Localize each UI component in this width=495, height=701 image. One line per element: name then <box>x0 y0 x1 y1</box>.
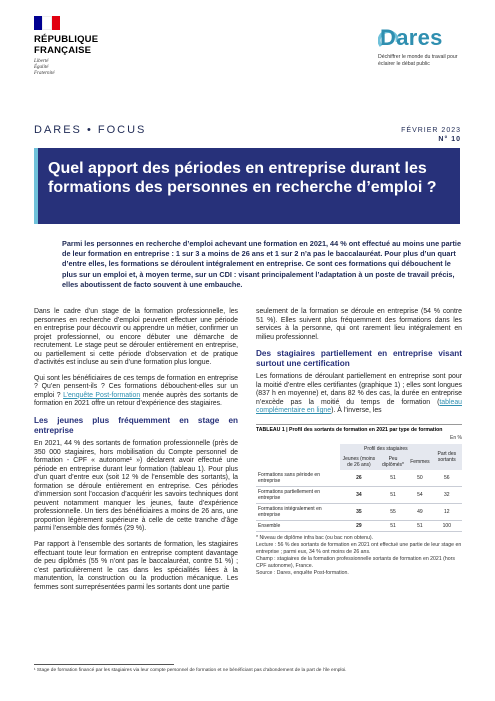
table-row: Formations intégralement en entreprise 35 55 49 12 <box>256 504 462 521</box>
dares-tagline: Déchiffrer le monde du travail pour éclairer le débat public <box>378 54 458 67</box>
table-row: Formations sans période en entreprise 26 51 50 56 <box>256 470 462 487</box>
continuation-paragraph: seulement de la formation se déroule en entreprise (54 % contre 51 %). Elles suivent plus fréquemment des formations dans les services à la personne, qui ont rarement lieu intégralement en milieu professionnel. <box>256 308 462 341</box>
issue-number: N° 10 <box>438 136 461 143</box>
col-header-jeunes: Jeunes (moins de 26 ans) <box>340 454 378 470</box>
footnote-divider <box>34 664 174 665</box>
table-caption: TABLEAU 1 | Profil des sortants de formation en 2021 par type de formation <box>256 424 462 434</box>
col-header-diplomes: Peu diplômés* <box>378 454 408 470</box>
publication-date: FÉVRIER 2023 <box>401 127 461 134</box>
stats-paragraph: En 2021, 44 % des sortants de formation professionnelle (près de 350 000 stagiaires, hors mobilisation du Compte personnel de formation - CPF « autonome¹ ») déclarent avoir effectué une période en entreprise durant leur formation (tableau 1). Pour plus d’un quart d’entre eux (soit 12 % de l’ensemble des sortants), la formation se déroule entièrement en entreprise. Ces périodes d’immersion sont l’occasion d’acquérir les savoirs techniques dont peuvent notamment manquer les jeunes, faute d’expérience professionnelle. Un tiers des bénéficiaires a moins de 26 ans, une proportion légèrement supérieure à celle de cette tranche d’âge parmi l’ensemble des formés (29 %). <box>34 440 238 533</box>
page-title: Quel apport des périodes en entreprise durant les formations des personnes en recherche d’emploi ? <box>48 160 437 196</box>
enquete-link[interactable]: L’enquête Post-formation <box>63 391 141 399</box>
table-row-total: Ensemble 29 51 51 100 <box>256 521 462 532</box>
lead-paragraph: Parmi les personnes en recherche d’emploi achevant une formation en 2021, 44 % ont effectué au moins une partie de leur formation en entreprise : 1 sur 3 a moins de 26 ans et 1 sur 2 n’a pas le baccalauréat. Pour plus d’un quart d’entre elles, les formations se déroulent intégralement en entreprise. Ce sont ces formations qui débouchent le plus sur un emploi et, à moyen terme, sur un CDI : visant principalement l’adaptation à un poste de travail précis, elles aboutissent de facto souvent à une embauche. <box>62 239 462 289</box>
republique-francaise-logo <box>34 16 114 77</box>
rf-motto: Liberté Égalité Fraternité <box>34 59 55 76</box>
section-heading-certification: Des stagiaires partiellement en entreprise visant surtout une certification <box>256 349 462 368</box>
issue-date <box>401 126 461 144</box>
table-1 <box>256 424 462 578</box>
banner-accent <box>34 148 38 224</box>
comparison-paragraph: Par rapport à l’ensemble des sortants de formation, les stagiaires effectuant toute leur formation en entreprise comptent davantage de peu diplômés (55 % n’ont pas le baccalauréat, contre 51 %) ; c’est particulièrement le cas dans les spécialités liées à la manutention, la construction ou la production mécanique. Les femmes sont surreprésentées parmi les sortants dont une partie <box>34 541 238 591</box>
table-row: Formations partiellement en entreprise 34 51 54 32 <box>256 487 462 504</box>
left-column <box>34 308 238 599</box>
certification-paragraph: Les formations de déroulant partiellement en entreprise sont pour la moitié d’entre elles certifiantes (graphique 1) ; elles sont longues (837 h en moyenne) et, dans 82 % des cas, la durée en entreprise n’excède pas la moitié du temps de formation (tableau complémentaire en ligne). À l’inverse, les <box>256 373 462 415</box>
table-unit: En % <box>450 434 462 441</box>
col-header-part: Part des sortants <box>432 444 462 470</box>
col-header-femmes: Femmes <box>408 454 431 470</box>
marianne-flag-icon <box>34 16 60 30</box>
profile-table <box>256 444 462 532</box>
section-heading-jeunes: Les jeunes plus fréquemment en stage en entreprise <box>34 416 238 435</box>
group-header: Profil des stagiaires <box>340 444 432 454</box>
title-banner <box>34 148 460 224</box>
right-column <box>256 308 462 577</box>
table-notes: * Niveau de diplôme infra bac (ou bac non obtenu). Lecture : 56 % des sortants de formation en 2021 ont effectué une partie de leur stage en entreprise ; parmi eux, 34 % ont moins de 26 ans. Champ : stagiaires de la formation professionnelle sortants de formation en 2021 (hors CPF autonome), France. Source : Dares, enquête Post-formation. <box>256 535 462 577</box>
series-label: DARES • FOCUS <box>34 124 147 136</box>
dares-logo <box>378 24 473 68</box>
question-paragraph: Qui sont les bénéficiaires de ces temps de formation en entreprise ? Qu’en pensent-ils ? Ces formations débouchent-elles sur un emploi ? L’enquête Post-formation menée auprès des sortants de formation en 2021 offre un retour d’expérience des stagiaires. <box>34 374 238 408</box>
tableau-complementaire-link[interactable]: tableau complémentaire en ligne <box>256 398 462 415</box>
footnote: ¹ Stage de formation financé par les stagiaires via leur compte personnel de formation et ne bénéficiant pas d’abondement de la part de l’ile emploi. <box>34 668 347 673</box>
rf-title: RÉPUBLIQUE FRANÇAISE <box>34 34 99 56</box>
intro-paragraph: Dans le cadre d’un stage de la formation professionnelle, les personnes en recherche d’emploi peuvent effectuer une période en entreprise pour découvrir ou apprendre un métier, confirmer un projet professionnel, ou encore débuter une démarche de recrutement. Le stage peut se dérouler entièrement en entreprise, ou partiellement si cette période d’observation et de pratique d’activités est incluse au sein d’une formation plus longue. <box>34 308 238 367</box>
dares-wordmark: Dares <box>380 25 443 50</box>
